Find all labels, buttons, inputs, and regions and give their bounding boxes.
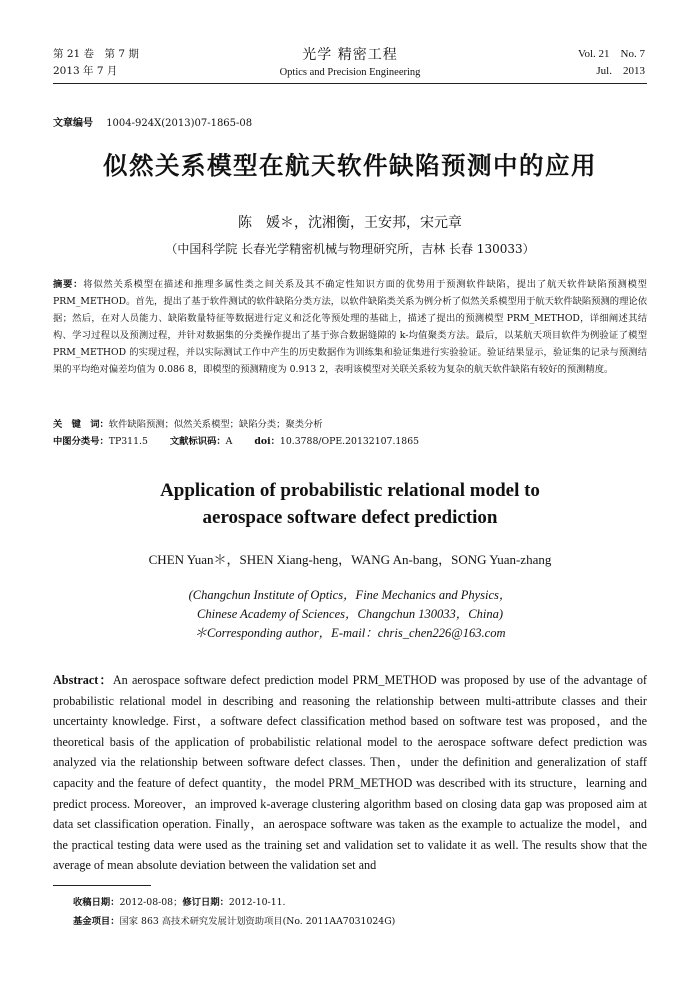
doi-label: doi： xyxy=(254,436,280,447)
journal-name-en: Optics and Precision Engineering xyxy=(279,67,421,78)
header-divider xyxy=(53,83,647,84)
keywords-cn xyxy=(53,416,647,433)
corresponding-author: ＊Corresponding author，E-mail：chris_chen226@163.com xyxy=(194,626,506,640)
revised-date: 2012-10-11. xyxy=(228,897,286,908)
fund-footnote xyxy=(73,912,395,931)
affiliation-en-line-2: Chinese Academy of Sciences，Changchun 130033，China) xyxy=(197,607,503,621)
paper-title-en xyxy=(0,477,700,531)
header-volume-block-en xyxy=(578,46,645,80)
authors-en: CHEN Yuan＊，SHEN Xiang-heng，WANG An-bang，SONG Yuan-zhang xyxy=(148,552,552,567)
abstract-en-text: An aerospace software defect prediction model PRM_METHOD was proposed by use of the advantage of probabilistic relational model in describing and reasoning the relationship between multi-attribute classes and their uncertainty knowledge. First，a software defect classification method based on software test was proposed，and the theoretical basis of the application of probabilistic relational model to the aerospace software defect prediction was analyzed via the relationship between software defect classes. Then，under the definition and generalization of staff capacity and the feature of defect quantity，the model PRM_METHOD was described with its structure，learning and predict process. Moreover，an improved k-average clustering algorithm based on closing data gap was proposed aim at data set classification operation. Finally，an aerospace software was taken as the example to actualize the model，and the practical testing data were used as the training set and validation set to validate it as well. The results show that the average of mean absolute deviation between the validation set and xyxy=(53,673,647,873)
doc-code-label: 文献标识码： xyxy=(169,436,226,447)
article-number-label: 文章编号 xyxy=(53,118,93,129)
abstract-en xyxy=(53,670,647,876)
affiliation-en xyxy=(0,586,700,643)
fund-text: 国家 863 高技术研究发展计划资助项目(No. 2011AA7031024G) xyxy=(119,916,396,927)
received-date: 2012-08-08 xyxy=(119,897,174,908)
footnotes xyxy=(73,893,395,931)
footnote-divider xyxy=(53,885,151,886)
volume-issue-en: Vol. 21 No. 7 xyxy=(577,48,645,60)
clc-value: TP311.5 xyxy=(108,436,148,447)
authors-cn: 陈 媛＊，沈湘衡，王安邦，宋元章 xyxy=(238,215,462,231)
paper-title-en-line-2: aerospace software defect prediction xyxy=(202,507,498,528)
keywords-cn-text: 软件缺陷预测；似然关系模型；缺陷分类；聚类分析 xyxy=(108,419,323,430)
article-number-value: 1004-924X(2013)07-1865-08 xyxy=(106,118,253,129)
doi-value: 10.3788/OPE.20132107.1865 xyxy=(279,436,420,447)
article-number xyxy=(53,114,252,129)
revised-label: 修订日期： xyxy=(182,897,229,908)
received-label: 收稿日期： xyxy=(73,897,120,908)
paper-title-cn: 似然关系模型在航天软件缺陷预测中的应用 xyxy=(103,151,597,180)
abstract-en-label: Abstract： xyxy=(53,673,113,687)
abstract-cn-label: 摘要： xyxy=(53,279,84,290)
clc-label: 中图分类号： xyxy=(53,436,109,447)
date-cn: 2013 年 7 月 xyxy=(53,65,118,77)
classification-cn xyxy=(53,433,647,450)
volume-issue-cn: 第 21 卷 第 7 期 xyxy=(53,48,139,60)
keywords-cn-label: 关 键 词： xyxy=(53,419,109,430)
affiliation-cn: （中国科学院 长春光学精密机械与物理研究所，吉林 长春 130033） xyxy=(165,242,535,256)
abstract-cn xyxy=(53,276,647,378)
journal-name-cn: 光学 精密工程 xyxy=(302,47,398,63)
dates-footnote: 收稿日期：2012-08-08；修订日期：2012-10-11. xyxy=(73,897,286,908)
doc-code-value: A xyxy=(225,436,233,447)
date-en: Jul. 2013 xyxy=(596,65,645,77)
paper-title-en-line-1: Application of probabilistic relational model to xyxy=(160,480,540,501)
fund-label: 基金项目： xyxy=(73,916,120,927)
abstract-cn-text: 将似然关系模型在描述和推理多属性类之间关系及其不确定性知识方面的优势用于预测软件缺陷，提出了航天软件缺陷预测模型 PRM_METHOD。首先，提出了基于软件测试的软件缺陷分类方法，以软件缺陷类关系为例分析了似然关系模型用于航天软件缺陷预测的理论依据；然后，在对人员能力、缺陷数量特征等数据进行定义和泛化等预处理的基础上，描述了提出的预测模型 PRM_METHOD，详细阐述其结构、学习过程以及预测过程，并针对数据集的分类操作提出了基于弥合数据缝隙的 k-均值聚类方法。最后，以某航天项目软件为例验证了模型 PRM_METHOD 的实现过程，并以实际测试工作中产生的历史数据作为训练集和验证集进行实验验证。验证结果显示，验证集的记录与预测结果的平均绝对偏差均值为 0.086 8，即模型的预测精度为 0.913 2，表明该模型对关联关系较为复杂的航天软件缺陷有较好的预测精度。 xyxy=(53,279,647,375)
affiliation-en-line-1: (Changchun Institute of Optics，Fine Mechanics and Physics， xyxy=(188,588,512,602)
